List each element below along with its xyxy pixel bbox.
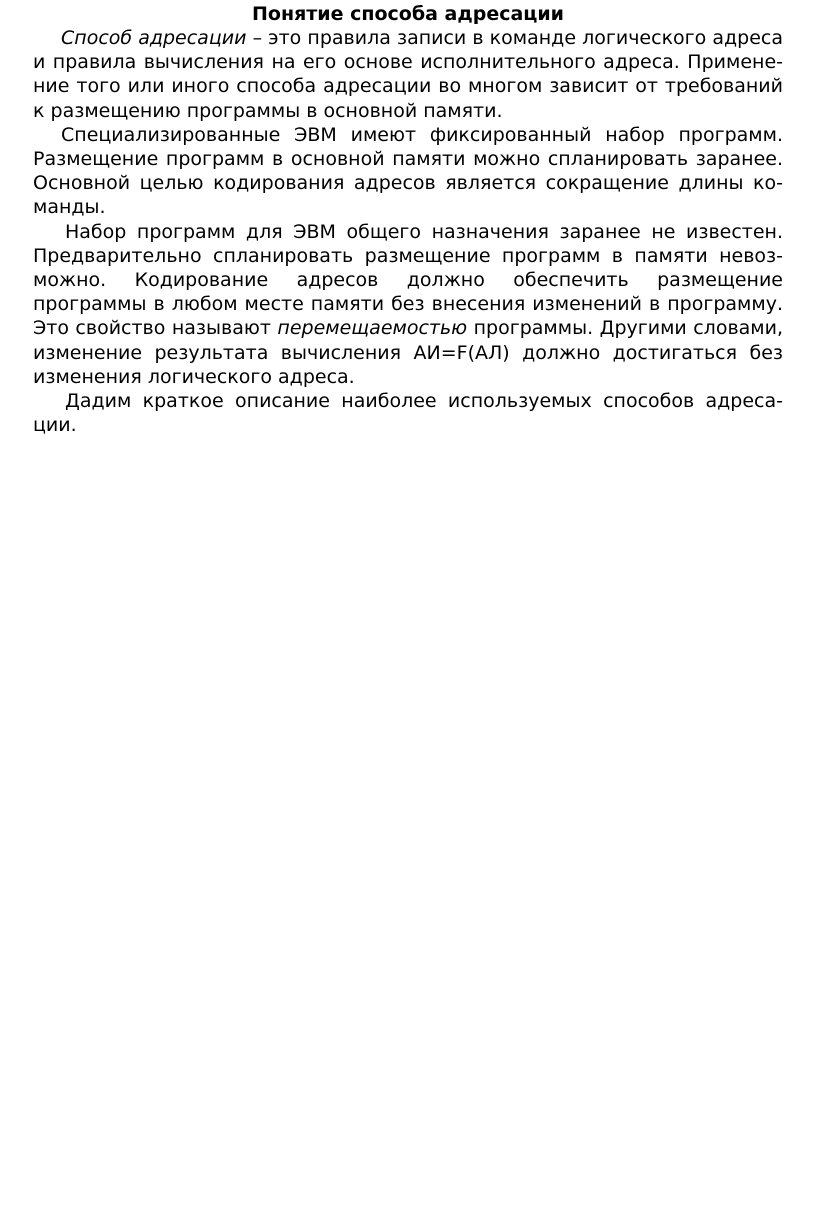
paragraph-brief-description — [33, 389, 783, 437]
document-page — [33, 0, 783, 437]
paragraph-brief-description-text: Дадим краткое описание наиболее используемых способов адресации. — [33, 390, 783, 437]
paragraph-definition — [33, 26, 783, 123]
paragraph-general-purpose-text-before: Набор программ для ЭВМ общего назначения заранее не известен. Предварительно спланировать размещение программ в памяти невозможно. Кодирование адресов должно обеспечить размещение программы в любом месте памяти без внесения изменений в программу. Это свойство называют — [33, 220, 783, 340]
paragraph-specialized-computers-text: Специализированные ЭВМ имеют фиксированный набор программ. Размещение программ в основной памяти можно спланировать заранее. Основной целью кодирования адресов является сокращение длины команды. — [33, 123, 783, 219]
paragraph-general-purpose-computers — [33, 220, 783, 389]
paragraph-specialized-computers — [33, 123, 783, 220]
paragraph-general-purpose-text-after: программы. Другими словами, изменение результата вычисления АИ=F(АЛ) должно достигаться без изменения логического адреса. — [33, 317, 784, 388]
document-title: Понятие способа адресации — [251, 3, 564, 25]
term-relocatability: перемещаемостью — [277, 317, 468, 340]
term-addressing-mode: Способ адресации — [61, 27, 247, 49]
paragraph-definition-text: – это правила записи в команде логического адреса и правила вычисления на его основе исполнительного адреса. Применение того или иного способа адресации во многом зависит от требований к размещению программы в основной памяти. — [33, 27, 783, 122]
